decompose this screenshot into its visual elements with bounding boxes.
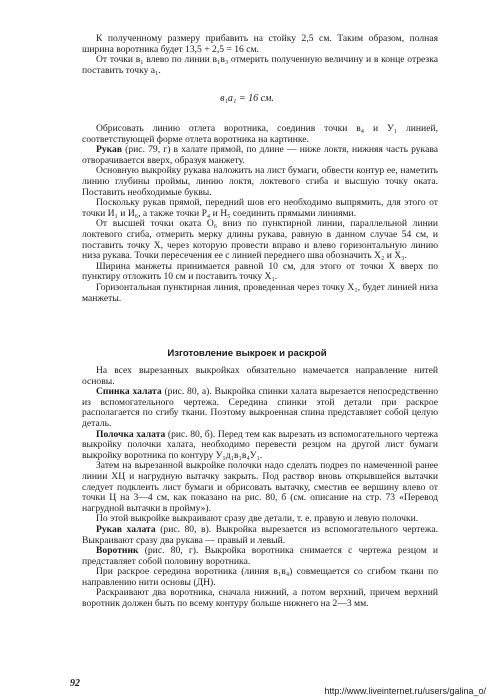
formula: в₁а₁ = 16 см. [220, 93, 274, 104]
paragraph-text: По этой выкройке выкраивают сразу две детали, т. е. правую и левую полочки. [96, 513, 419, 525]
paragraph [82, 588, 438, 609]
paragraph-text: От высшей точки оката О₆ вниз по пунктирной линии, параллельной линии локтевого сгиба, отмерить мерку длины рукава, равную в данном случае 54 см, и поставить точку Х, через которую провести вправо и влево горизонтальную линию низа рукава. Точки пересечения ее с линией переднего шва обозначить Х₂ и Х₃. [82, 218, 438, 262]
page-number: 92 [70, 678, 80, 689]
paragraph-text: (рис. 79, г) в халате прямой, по длине — ниже локтя, нижняя часть рукава отворачивается вверх, образуя манжету. [82, 144, 438, 166]
paragraph-text: (рис. 80, а). Выкройка спинки халата вырезается непосредственно из вспомогательного чертежа. Середина спинки этой детали при раскрое располагается по сгибу ткани. Поэтому выкроенная спина представляет собой целую деталь. [82, 386, 438, 429]
paragraph-text: (рис. 80, б). Перед тем как вырезать из вспомогательного чертежа выкройку полочки халата, необходимо перевести резцом на другой лист бумаги выкройку воротника по контуру У₁д₁в₁в₄У₁. [82, 428, 438, 461]
bottom-text-block [82, 366, 438, 610]
paragraph-text: (рис. 80, в). Выкройка вырезается из вспомогательного чертежа. Выкраивают сразу два рукава — правый и левый. [82, 523, 438, 546]
paragraph [82, 124, 438, 145]
paragraph-text: На всех вырезанных выкройках обязательно намечается направление нитей основы. [82, 365, 438, 387]
paragraph [82, 166, 438, 198]
middle-text-block [82, 124, 438, 304]
section-heading: Изготовление выкроек и раскрой [167, 348, 327, 359]
top-text-block [82, 34, 438, 76]
paragraph-text: Раскраивают два воротника, сначала нижний, а потом верхний, причем верхний воротник должен быть по всему контуру больше нижнего на 2—3 мм. [82, 587, 438, 610]
paragraph-lead: Полочка халата [96, 428, 166, 440]
paragraph-lead: Рукав халата [96, 523, 156, 535]
paragraph-text: Поскольку рукав прямой, передний шов его необходимо выпрямить, для этого от точки И₁ и И₆, а также точки Р₄ и Н₅ соединить прямыми линиями. [82, 197, 438, 219]
paragraph [82, 461, 438, 514]
paragraph [82, 262, 438, 283]
paragraph: К полученному размеру прибавить на стойку 2,5 см. Таким образом, полная ширина воротника будет 13,5 + 2,5 = 16 см. [82, 33, 438, 55]
paragraph-text: (рис. 80, г). Выкройка воротника снимается с чертежа резцом и представляет собой половину воротника. [82, 545, 438, 567]
paragraph [82, 219, 438, 261]
paragraph-text: Ширина манжеты принимается равной 10 см, для этого от точки Х вверх по пунктиру отложить 10 см и поставить точку Х₁. [82, 260, 438, 283]
watermark-url: http://www.liveinternet.ru/users/galina_o/ [324, 686, 486, 696]
paragraph-text: Горизонтальная пунктирная линия, проведенная через точку Х₁, будет линией низа манжеты. [82, 281, 438, 304]
paragraph-text: При раскрое середина воротника (линия в₁в₄) совмещается со сгибом ткани по направлению нити основы (ДН). [82, 566, 438, 588]
paragraph-lead: Воротник [96, 545, 139, 557]
paragraph [82, 283, 438, 304]
paragraph [82, 145, 438, 166]
paragraph: От точки в₁ влево по линии в₁в₃ отмерить полученную величину и в конце отрезка поставить точку а₁. [82, 54, 438, 76]
paragraph [82, 366, 438, 387]
paragraph-text: Затем на вырезанной выкройке полочки надо сделать подрез по намеченной ранее линии ХЦ и нагрудную вытачку закрыть. Под раствор вновь открывшейся вытачки следует подклеить лист бумаги и обрисовать вытачку, сместив ее вершину влево от точки Ц на 3—4 см, как показано на рис. 80, б (см. описание на стр. 73 «Перевод нагрудной вытачки в пройму»). [82, 460, 438, 514]
paragraph-text: Основную выкройку рукава наложить на лист бумаги, обвести контур ее, наметить линию глубины проймы, линию локтя, локтевого сгиба и высшую точку оката. Поставить необходимые буквы. [82, 165, 438, 198]
paragraph-lead: Рукав [96, 144, 123, 156]
paragraph [82, 546, 438, 567]
paragraph [82, 525, 438, 546]
paragraph [82, 567, 438, 588]
paragraph [82, 387, 438, 429]
paragraph-text: Обрисовать линию отлета воротника, соединив точки в₄ и У₁ линией, соответствующей форме отлета воротника на картинке. [82, 123, 438, 145]
paragraph [82, 198, 438, 219]
paragraph [82, 430, 438, 462]
paragraph-lead: Спинка халата [96, 386, 162, 398]
